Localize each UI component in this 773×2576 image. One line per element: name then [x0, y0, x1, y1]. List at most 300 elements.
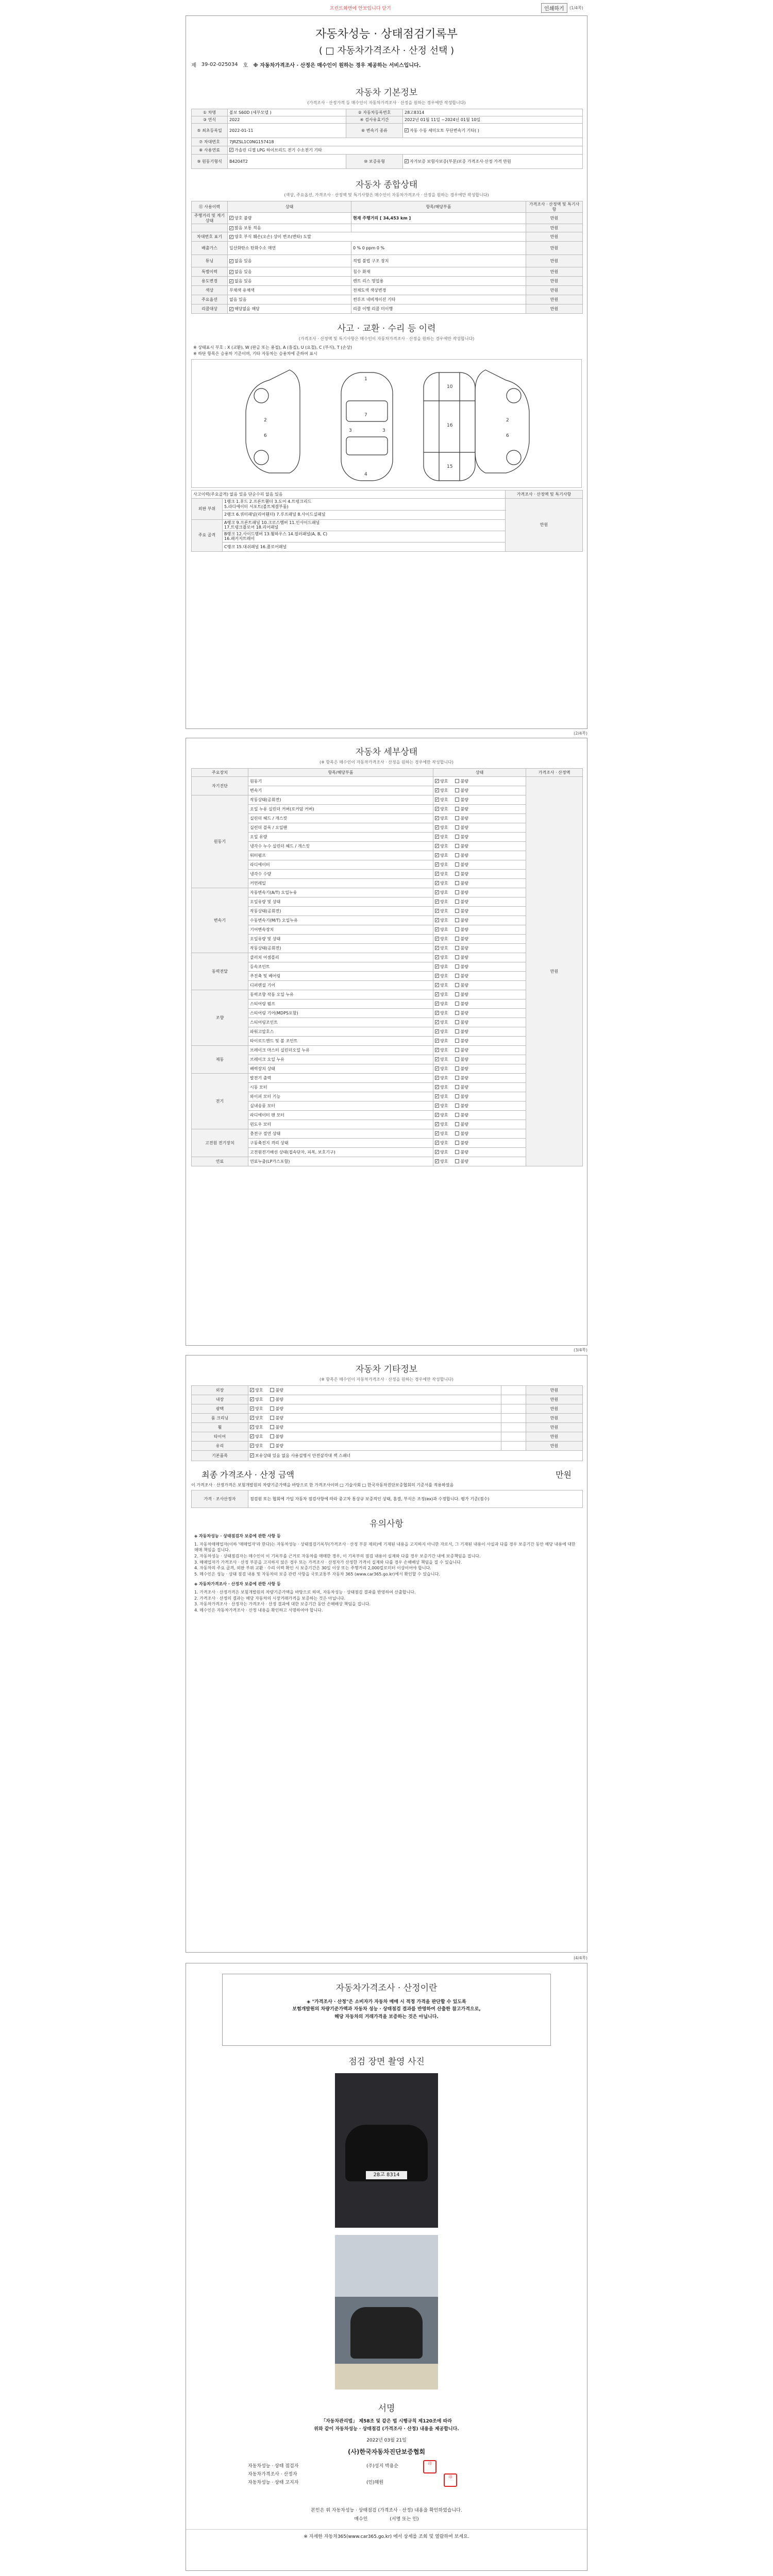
state-bad: 불량: [460, 1112, 468, 1117]
checkbox[interactable]: [455, 964, 459, 969]
cell: ⑤ 최초등록일: [192, 124, 228, 138]
other-row: [192, 1386, 583, 1395]
cell: 가격 · 조사산정자: [192, 1490, 248, 1508]
state-bad: 불량: [460, 890, 468, 895]
accident-table: [191, 490, 583, 552]
state-bad: 불량: [460, 1131, 468, 1136]
detail-row: [192, 860, 583, 870]
other-unit: 만원: [526, 1404, 583, 1414]
cell: ⑩ 보증유형: [346, 155, 403, 169]
state-ok: 양호: [440, 992, 448, 997]
detail-row: [192, 1064, 583, 1074]
detail-row: [192, 1037, 583, 1046]
checkbox[interactable]: [435, 1085, 439, 1089]
checkbox[interactable]: [250, 1425, 254, 1429]
checkbox[interactable]: [455, 1057, 459, 1061]
checkbox[interactable]: [270, 1416, 274, 1420]
page-number: (1/4쪽): [569, 6, 583, 10]
guide-title: 자동차가격조사 · 산정이란: [335, 1983, 438, 1993]
detail-item: 브레이크 마스터 실린더오일 누유: [248, 1046, 433, 1055]
checkbox[interactable]: [435, 1094, 439, 1098]
detail-row: [192, 981, 583, 990]
checkbox[interactable]: [229, 279, 233, 283]
detail-row: [192, 842, 583, 851]
checkbox[interactable]: [250, 1406, 254, 1411]
checkbox[interactable]: [455, 1122, 459, 1126]
checkbox[interactable]: [435, 974, 439, 978]
checkbox[interactable]: [455, 918, 459, 922]
checkbox[interactable]: [455, 862, 459, 867]
top-bar: [0, 0, 773, 15]
state-ok: 양호: [440, 908, 448, 913]
checkbox[interactable]: [435, 937, 439, 941]
checkbox[interactable]: [455, 798, 459, 802]
sign-law: 「자동차관리법」 제58조 및 같은 법 시행규칙 제120조에 따라: [321, 2419, 452, 2424]
cell: 리콜대상: [192, 304, 228, 314]
state-ok: 양호: [440, 1122, 448, 1127]
checkbox[interactable]: [455, 1076, 459, 1080]
detail-row: [192, 1139, 583, 1148]
checkbox[interactable]: [435, 1002, 439, 1006]
state-bad: 불량: [460, 880, 468, 886]
checkbox[interactable]: [435, 1011, 439, 1015]
checkbox[interactable]: [455, 788, 459, 792]
checkbox[interactable]: [455, 1039, 459, 1043]
checkbox[interactable]: [455, 1066, 459, 1071]
special-title: 유의사항: [369, 1519, 404, 1530]
checkbox[interactable]: [229, 259, 233, 263]
other-row: [192, 1442, 583, 1451]
cell: ④ 검사유효기간: [346, 116, 403, 124]
detail-item: 실린더 헤드 / 개스킷: [248, 814, 433, 823]
doc-no-suffix: 호: [243, 63, 248, 69]
state-ok: 양호: [440, 1020, 448, 1025]
floor: [335, 2364, 438, 2389]
detail-title: 자동차 세부상태: [355, 747, 418, 757]
checkbox[interactable]: [229, 235, 233, 239]
checkbox[interactable]: [455, 1011, 459, 1015]
detail-item: 스티어링 펌프: [248, 999, 433, 1009]
cell: 만원: [526, 242, 583, 255]
state-ok: 양호: [440, 816, 448, 821]
checkbox[interactable]: [455, 825, 459, 829]
state-ok: 양호: [440, 1047, 448, 1053]
checkbox[interactable]: [405, 128, 409, 132]
other-blank: [501, 1442, 526, 1451]
checkbox[interactable]: [455, 807, 459, 811]
state-bad: 불량: [460, 853, 468, 858]
other-item: 룸 크리닝: [192, 1414, 248, 1423]
page-2: [186, 738, 587, 1346]
cell: 없음 있음: [234, 259, 252, 264]
checkbox[interactable]: [435, 909, 439, 913]
detail-item: 수동변속기(M/T) 오일누유: [248, 916, 433, 925]
vin: 7JRZSL1C0NG157418: [228, 138, 583, 146]
state-bad: 불량: [460, 973, 468, 978]
checkbox[interactable]: [455, 1113, 459, 1117]
checkbox[interactable]: [455, 955, 459, 959]
checkbox[interactable]: [270, 1434, 274, 1438]
detail-item: 오일유량 및 상태: [248, 897, 433, 907]
checkbox[interactable]: [455, 1085, 459, 1089]
detail-item: 클러치 어셈블리: [248, 953, 433, 962]
wheel-icon: [254, 450, 268, 465]
state-bad: 불량: [460, 797, 468, 802]
checkbox[interactable]: [455, 881, 459, 885]
checkbox[interactable]: [455, 946, 459, 950]
state-ok: 양호: [440, 1001, 448, 1006]
detail-row: [192, 851, 583, 860]
checkbox[interactable]: [435, 835, 439, 839]
checkbox[interactable]: [435, 1159, 439, 1163]
cell: 주요 골격: [192, 519, 223, 551]
checkbox[interactable]: [270, 1406, 274, 1411]
state-bad: 불량: [460, 1029, 468, 1034]
cell: ① 차명: [192, 109, 228, 116]
checkbox[interactable]: [455, 1029, 459, 1033]
checkbox[interactable]: [250, 1444, 254, 1448]
detail-item: 커먼레일: [248, 879, 433, 888]
svg-text:6: 6: [264, 433, 267, 439]
checkbox[interactable]: [435, 1131, 439, 1136]
state-bad: 불량: [460, 964, 468, 969]
checkbox[interactable]: [455, 844, 459, 848]
state-bad: 불량: [275, 1415, 283, 1420]
checkbox[interactable]: [435, 890, 439, 894]
state-ok: 양호: [255, 1387, 263, 1393]
detail-item: 자동변속기(A/T) 오일누유: [248, 888, 433, 897]
fuel: 가솔린 디젤 LPG 하이브리드 전기 수소전기 기타: [234, 147, 322, 152]
detail-sub: (※ 항목은 매수인이 자동차가격조사 · 산정을 원하는 경우에만 작성합니다): [320, 760, 453, 765]
state-ok: 양호: [440, 1057, 448, 1062]
checkbox[interactable]: [435, 927, 439, 931]
doc-title: 자동차성능 · 상태점검기록부: [315, 28, 458, 41]
detail-row: [192, 870, 583, 879]
detail-item: 타이로드엔드 및 볼 조인트: [248, 1037, 433, 1046]
state-ok: 양호: [440, 1159, 448, 1164]
detail-row: [192, 1157, 583, 1166]
sign-block: [248, 2462, 525, 2503]
checkbox[interactable]: [435, 955, 439, 959]
detail-row: [192, 999, 583, 1009]
cell: 만원: [526, 255, 583, 267]
other-blank: [501, 1395, 526, 1404]
checkbox[interactable]: [250, 1416, 254, 1420]
detail-item: 실내송풍 모터: [248, 1101, 433, 1111]
checkbox[interactable]: [455, 927, 459, 931]
state-bad: 불량: [460, 834, 468, 839]
other-sub: (※ 항목은 매수인이 자동차가격조사 · 산정을 원하는 경우에만 작성합니다): [320, 1377, 453, 1382]
checkbox[interactable]: [435, 798, 439, 802]
detail-row: [192, 916, 583, 925]
checkbox[interactable]: [435, 1113, 439, 1117]
checkbox[interactable]: [455, 816, 459, 820]
state-bad: 불량: [460, 1140, 468, 1145]
checkbox[interactable]: [455, 890, 459, 894]
checkbox[interactable]: [455, 835, 459, 839]
checkbox[interactable]: [229, 307, 233, 311]
detail-row: [192, 1074, 583, 1083]
state-bad: 불량: [275, 1406, 283, 1411]
checkbox[interactable]: [455, 1094, 459, 1098]
buyer-statement: 본인은 위 자동차성능 · 상태점검 (가격조사 · 산정) 내용을 확인하였습니다.: [311, 2508, 462, 2514]
checkbox[interactable]: [435, 1076, 439, 1080]
state-ok: 양호: [440, 973, 448, 978]
other-blank: [501, 1386, 526, 1395]
car-name: 볼보 S60D: [229, 110, 250, 115]
car-diagram-svg: [192, 360, 582, 487]
checkbox[interactable]: [435, 1048, 439, 1052]
other-item: 휠: [192, 1423, 248, 1432]
detail-item: 등속조인트: [248, 962, 433, 972]
state-bad: 불량: [460, 825, 468, 830]
engine-type: B4204T2: [228, 155, 346, 169]
doc-no-label: 제: [191, 63, 196, 69]
cell: 용도변경: [192, 277, 228, 286]
state-ok: 양호: [255, 1434, 263, 1439]
cell: 주요옵션: [192, 295, 228, 304]
state-ok: 양호: [440, 778, 448, 784]
checkbox[interactable]: [455, 1020, 459, 1024]
detail-row: [192, 777, 583, 786]
cell: [351, 224, 526, 232]
wheel-icon: [507, 388, 521, 403]
state-bad: 불량: [460, 1001, 468, 1006]
state-ok: 양호: [440, 834, 448, 839]
state-bad: 불량: [460, 1075, 468, 1080]
special-p: 3. 매매업자가 가격조사 · 산정 부분을 고지하지 않은 경우 또는 가격조사 · 산정자가 산정한 가격이 실제와 다를 경우 손해배상 책임을 질 수 있습니다.: [194, 1560, 462, 1565]
general-table: [191, 201, 583, 314]
checkbox[interactable]: [455, 1159, 459, 1163]
detail-item: 변속기: [248, 786, 433, 795]
sign-company: (사)한국자동차진단보증협회: [347, 2448, 426, 2455]
checkbox[interactable]: [455, 1104, 459, 1108]
print-button[interactable]: 인쇄하기: [541, 3, 567, 13]
checkbox[interactable]: [229, 148, 233, 152]
cell: 무채색 유채색: [228, 286, 351, 295]
checkbox[interactable]: [435, 862, 439, 867]
state-ok: 양호: [255, 1415, 263, 1420]
cell: 차대번호 표기: [192, 232, 228, 242]
checkbox[interactable]: [455, 872, 459, 876]
state-ok: 양호: [440, 936, 448, 941]
other-row: [192, 1395, 583, 1404]
special-p: 1. 자동차매매업자(이하 '매매업자'라 한다)는 자동차성능 · 상태점검기록부(가격조사 · 산정 부분 제외)에 기재된 내용을 고지하지 아니한 자로서, 그 기재된 내용이 사실과 다를 경우 보증기간 동안 해당 내용에 대한 매매 책임을 집니다.: [194, 1541, 576, 1553]
checkbox[interactable]: [435, 1020, 439, 1024]
checkbox[interactable]: [435, 853, 439, 857]
state-ok: 양호: [440, 853, 448, 858]
state-bad: 불량: [460, 778, 468, 784]
special-p: 2. 자동차성능 · 상태점검자는 매수인이 이 기록부를 근거로 자동차를 매매한 경우, 이 기록부의 점검 내용이 실제와 다를 경우 보증기간 내에 보증책임을 집니다.: [194, 1553, 481, 1558]
wheel-icon: [507, 450, 521, 465]
detail-row: [192, 823, 583, 833]
checkbox[interactable]: [405, 159, 409, 163]
checkbox[interactable]: [435, 881, 439, 885]
checkbox[interactable]: [250, 1434, 254, 1438]
seal-stamp-icon: 印: [444, 2473, 457, 2487]
checkbox[interactable]: [435, 900, 439, 904]
print-notice[interactable]: 프린트화면에 안보입니다 닫기: [330, 6, 391, 11]
detail-row: [192, 795, 583, 805]
detail-row: [192, 1027, 583, 1037]
detail-row: [192, 1120, 583, 1129]
checkbox[interactable]: [435, 825, 439, 829]
th: 가격조사 · 산정액: [526, 769, 583, 777]
mileage: 현재 주행거리 [ 34,453 km ]: [351, 213, 526, 224]
checkbox[interactable]: [455, 1141, 459, 1145]
detail-row: [192, 1111, 583, 1120]
final-price-unit: 만원: [556, 1470, 572, 1480]
checkbox[interactable]: [455, 909, 459, 913]
checkbox[interactable]: [229, 270, 233, 274]
notice-label: 자동차성능 · 상태 고지자: [248, 2480, 299, 2486]
cell: 적법 불법 구조 장치: [351, 255, 526, 267]
checkbox[interactable]: [455, 983, 459, 987]
detail-group: 자기진단: [192, 777, 248, 795]
cell: 17.트렁크플로어 18.리어패널: [224, 525, 279, 530]
cell: 없음 있음: [234, 269, 252, 275]
checkbox[interactable]: [455, 1150, 459, 1154]
cell: 양호 불량: [234, 215, 252, 221]
disclaimer: ※ 자동차가격조사 · 산정은 매수인이 원하는 경우 제공하는 서비스입니다.: [253, 63, 421, 69]
detail-item: 브레이크 오일 누유: [248, 1055, 433, 1064]
sign-law: 위와 같이 자동차성능 · 상태점검 (가격조사 · 산정) 내용을 제공합니다.: [314, 2427, 459, 2432]
checkbox[interactable]: [435, 1066, 439, 1071]
car-model: (세부모델 ): [250, 110, 272, 115]
garage-wall: [335, 2235, 438, 2297]
checkbox[interactable]: [435, 964, 439, 969]
checkbox[interactable]: [455, 1048, 459, 1052]
detail-item: 윈도우 모터: [248, 1120, 433, 1129]
detail-row: [192, 1018, 583, 1027]
checkbox[interactable]: [435, 779, 439, 783]
final-note: 이 가격조사 · 산정가격은 보험개발원의 차량기준가액을 바탕으로 한 가격조사이며 □ 기술사회 □ 한국자동차진단보증협회의 기준서를 적용하였음: [191, 1483, 454, 1487]
checkbox[interactable]: [270, 1388, 274, 1392]
detail-item: 라디에이터: [248, 860, 433, 870]
cell: 없음 있음: [228, 295, 351, 304]
state-ok: 양호: [255, 1443, 263, 1448]
checkbox[interactable]: [229, 216, 233, 220]
special-q: 2. 가격조사 · 산정의 결과는 해당 자동차의 시장거래가격을 보증하는 것은 아닙니다.: [194, 1596, 346, 1601]
checkbox[interactable]: [435, 844, 439, 848]
cell: 배출가스: [192, 242, 228, 255]
checkbox[interactable]: [455, 900, 459, 904]
basic-sub: (가격조사 · 산정가격 등 매수인이 자동차가격조사 · 산정을 원하는 경우에만 작성합니다): [307, 100, 466, 105]
other-unit: 만원: [526, 1386, 583, 1395]
state-ok: 양호: [440, 1131, 448, 1136]
checkbox[interactable]: [435, 1104, 439, 1108]
checkbox[interactable]: [435, 1122, 439, 1126]
checkbox[interactable]: [455, 1002, 459, 1006]
state-ok: 양호: [440, 1103, 448, 1108]
checkbox[interactable]: [455, 853, 459, 857]
checkbox[interactable]: [435, 816, 439, 820]
checkbox[interactable]: [455, 937, 459, 941]
checkbox[interactable]: [435, 918, 439, 922]
inspection-photo-garage: [335, 2235, 438, 2389]
guide-box: [222, 1974, 551, 2046]
checkbox[interactable]: [455, 974, 459, 978]
svg-text:6: 6: [506, 433, 509, 439]
cell: 보유상태 있음 없음 사용설명서 안전삼각대 잭 스패너: [255, 1453, 351, 1458]
state-ok: 양호: [440, 982, 448, 988]
checkbox[interactable]: [229, 226, 233, 230]
cell: C랭크 15.대쉬패널 16.플로어패널: [223, 542, 506, 551]
detail-row: [192, 1083, 583, 1092]
state-bad: 불량: [275, 1387, 283, 1393]
cell: 특별이력: [192, 267, 228, 277]
svg-text:15: 15: [447, 464, 453, 470]
state-bad: 불량: [460, 899, 468, 904]
state-bad: 불량: [460, 1149, 468, 1155]
checkbox[interactable]: [435, 992, 439, 996]
buyer-sign[interactable]: (서명 또는 인): [390, 2517, 419, 2522]
checkbox[interactable]: [455, 1131, 459, 1136]
state-ok: 양호: [440, 1075, 448, 1080]
checkbox[interactable]: [435, 1039, 439, 1043]
checkbox[interactable]: [270, 1397, 274, 1401]
other-item: 외장: [192, 1386, 248, 1395]
checkbox[interactable]: [270, 1425, 274, 1429]
checkbox[interactable]: [435, 1141, 439, 1145]
inspector-name: (주)성지 박용순: [366, 2464, 399, 2469]
checkbox[interactable]: [455, 779, 459, 783]
cell: 만원: [526, 277, 583, 286]
special-q: 1. 가격조사 · 산정가격은 보험개발원의 차량기준가액을 바탕으로 하며, 자동차성능 · 상태점검 결과를 반영하여 산출합니다.: [194, 1589, 416, 1595]
checkbox[interactable]: [435, 872, 439, 876]
checkbox[interactable]: [435, 1150, 439, 1154]
th: 상태: [433, 769, 526, 777]
state-ok: 양호: [255, 1397, 263, 1402]
cell: 외판 부위: [192, 499, 223, 519]
checkbox[interactable]: [435, 983, 439, 987]
detail-item: 냉각수 수량: [248, 870, 433, 879]
detail-item: 작동상태(공회전): [248, 907, 433, 916]
page-4: [186, 1963, 587, 2571]
state-bad: 불량: [460, 806, 468, 811]
state-bad: 불량: [460, 1084, 468, 1090]
state-ok: 양호: [440, 918, 448, 923]
state-ok: 양호: [440, 945, 448, 951]
detail-row: [192, 1046, 583, 1055]
general-title: 자동차 종합상태: [355, 180, 418, 190]
detail-row: [192, 935, 583, 944]
checkbox[interactable]: [270, 1444, 274, 1448]
detail-row: [192, 1101, 583, 1111]
state-ok: 양호: [440, 1140, 448, 1145]
detail-item: 충전구 절연 상태: [248, 1129, 433, 1139]
checkbox[interactable]: [250, 1388, 254, 1392]
checkbox[interactable]: [435, 807, 439, 811]
checkbox[interactable]: [435, 1057, 439, 1061]
checkbox[interactable]: [250, 1397, 254, 1401]
checkbox[interactable]: [435, 1029, 439, 1033]
checkbox[interactable]: [455, 992, 459, 996]
state-bad: 불량: [460, 1066, 468, 1071]
checkbox[interactable]: [435, 946, 439, 950]
detail-group: 변속기: [192, 888, 248, 953]
page-number: (4/4쪽): [574, 1956, 587, 1960]
state-bad: 불량: [460, 945, 468, 951]
checkbox[interactable]: [435, 788, 439, 792]
state-ok: 양호: [440, 825, 448, 830]
checkbox[interactable]: [250, 1453, 254, 1458]
state-bad: 불량: [275, 1425, 283, 1430]
cell: B랭크 12.사이드멤버 13.휠하우스 14.필러패널(A, B, C): [224, 531, 328, 536]
svg-text:1: 1: [364, 377, 367, 382]
detail-row: [192, 925, 583, 935]
th: 가격조사 · 산정액 및 특기사항: [506, 490, 583, 499]
